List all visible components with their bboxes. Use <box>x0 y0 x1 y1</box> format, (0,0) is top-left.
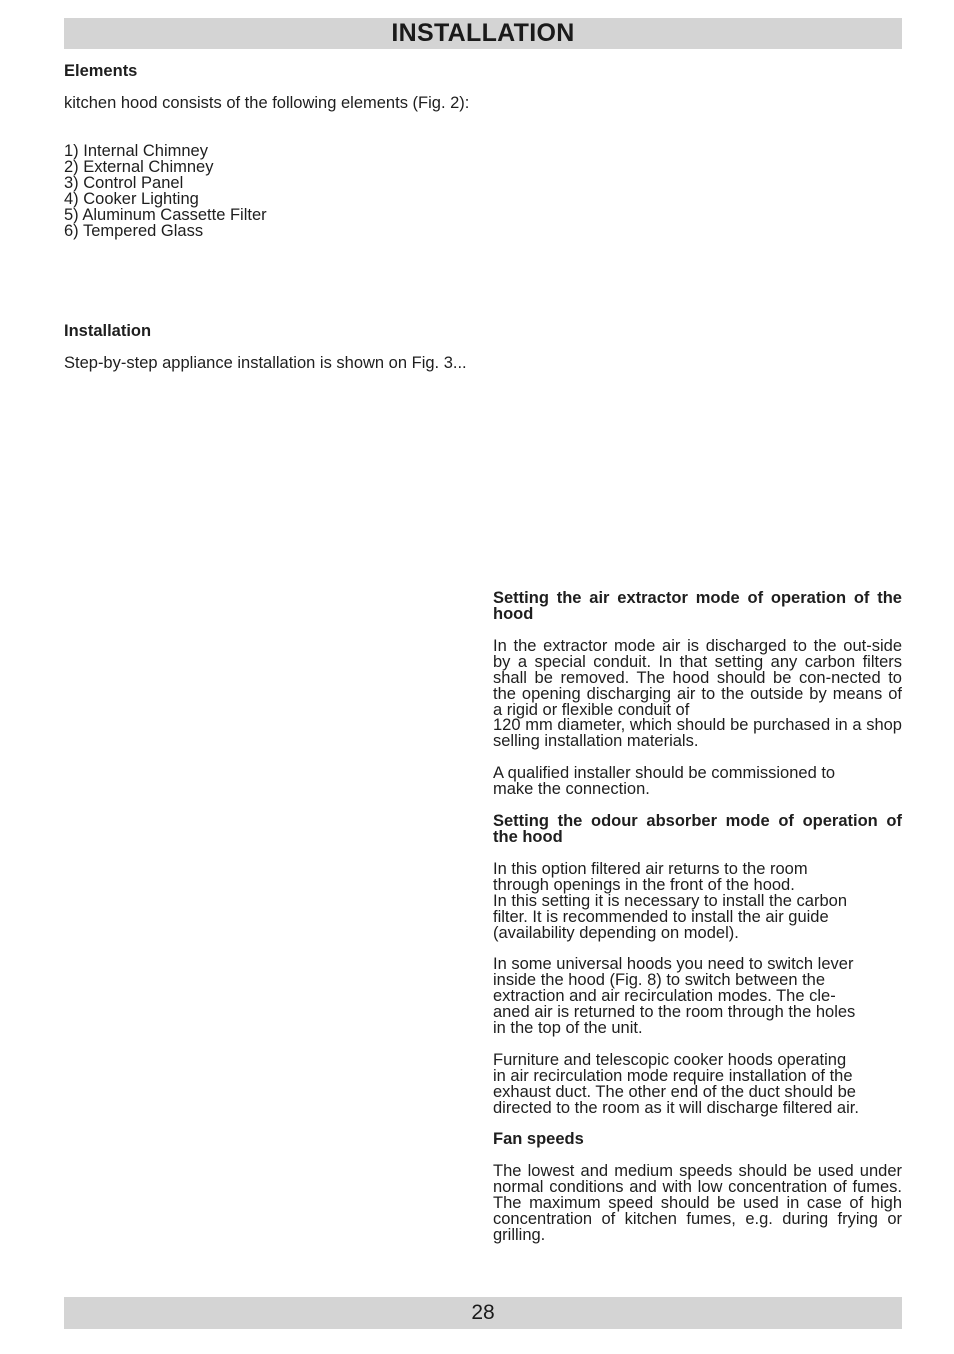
text-line: In this option filtered air returns to the room <box>493 860 808 878</box>
fan-speeds-heading: Fan speeds <box>493 1130 584 1148</box>
universal-text <box>493 956 902 1036</box>
text-line: exhaust duct. The other end of the duct should be <box>493 1083 856 1101</box>
text-line: In this setting it is necessary to install the carbon <box>493 892 848 910</box>
absorber-text <box>493 861 902 941</box>
text-line: (availability depending on model). <box>493 924 739 942</box>
page-title: INSTALLATION <box>391 19 575 47</box>
list-item: 4) Cooker Lighting <box>64 190 199 208</box>
text-line: through openings in the front of the hood. <box>493 876 795 894</box>
installer-line: A qualified installer should be commissioned to <box>493 764 836 782</box>
elements-heading: Elements <box>64 62 138 80</box>
text-line: inside the hood (Fig. 8) to switch between the <box>493 971 826 989</box>
extractor-heading: Setting the air extractor mode of operation of the hood <box>493 589 902 623</box>
installer-line: make the connection. <box>493 780 650 798</box>
installation-text: Step-by-step appliance installation is shown on Fig. 3... <box>64 354 467 372</box>
footer-bar <box>64 1297 902 1329</box>
text-line: in the top of the unit. <box>493 1019 643 1037</box>
text-line: in air recirculation mode require installation of the <box>493 1067 853 1085</box>
list-item: 2) External Chimney <box>64 158 214 176</box>
elements-list <box>64 143 474 239</box>
absorber-heading: Setting the odour absorber mode of operation of the hood <box>493 812 902 846</box>
extractor-text-2: 120 mm diameter, which should be purchased in a shop selling installation materials. <box>493 716 902 750</box>
title-bar <box>64 18 902 49</box>
list-item: 1) Internal Chimney <box>64 142 208 160</box>
list-item: 5) Aluminum Cassette Filter <box>64 206 267 224</box>
page-number: 28 <box>471 1301 495 1324</box>
list-item: 6) Tempered Glass <box>64 222 204 240</box>
text-line: directed to the room as it will discharge filtered air. <box>493 1099 859 1117</box>
list-item: 3) Control Panel <box>64 174 184 192</box>
elements-intro: kitchen hood consists of the following elements (Fig. 2): <box>64 94 470 112</box>
text-line: aned air is returned to the room through the holes <box>493 1003 856 1021</box>
text-line: Furniture and telescopic cooker hoods operating <box>493 1051 847 1069</box>
extractor-text: In the extractor mode air is discharged to the out-side by a special conduit. In that setting any carbon filters shall be removed. The hood should be con-nected to the opening discharging air to the outside by means of a rigid or flexible conduit of <box>493 637 902 719</box>
text-line: extraction and air recirculation modes. The cle- <box>493 987 836 1005</box>
furniture-text <box>493 1052 902 1116</box>
text-line: In some universal hoods you need to switch lever <box>493 955 854 973</box>
fan-speeds-text: The lowest and medium speeds should be used under normal conditions and with low concentration of fumes. The maximum speed should be used in case of high concentration of kitchen fumes, e.g. during frying or grilling. <box>493 1162 902 1244</box>
installer-note <box>493 765 902 797</box>
installation-heading: Installation <box>64 322 152 340</box>
text-line: filter. It is recommended to install the air guide <box>493 908 829 926</box>
